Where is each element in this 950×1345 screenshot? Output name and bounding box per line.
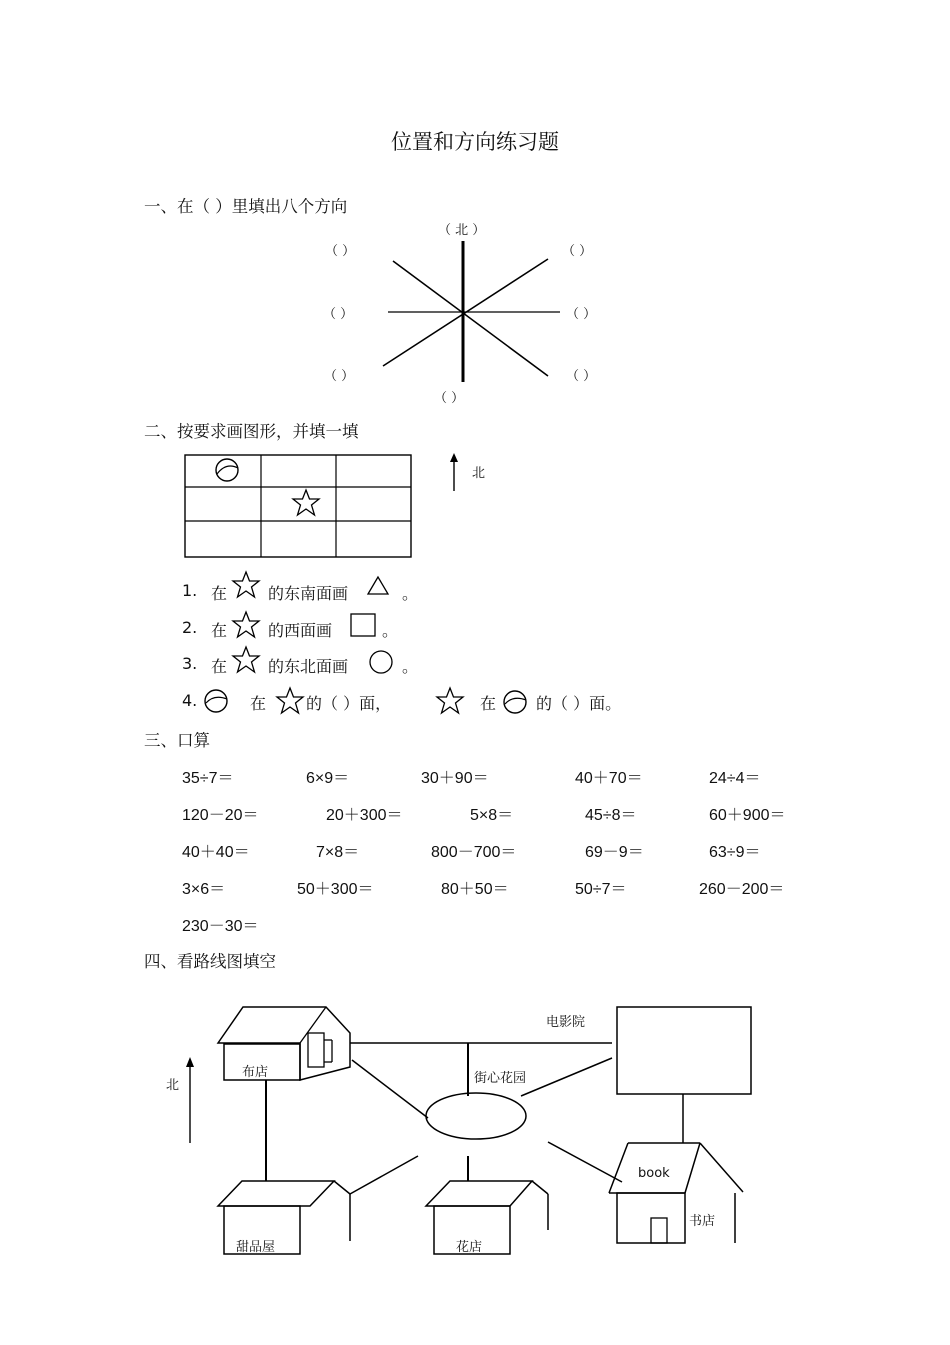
bookstore-sign: book — [638, 1166, 670, 1181]
calc-item: 69－9＝ — [585, 844, 644, 861]
item4-number: 4. — [182, 691, 198, 710]
calc-item: 50＋300＝ — [297, 881, 374, 898]
item4-text-a: 在 — [250, 694, 267, 713]
item1-number: 1. — [182, 581, 198, 600]
item4-text-b[interactable]: 的（ ）面， — [306, 694, 392, 713]
compass-blank-e[interactable]: （ ） — [566, 307, 597, 322]
calc-item: 60＋900＝ — [709, 807, 786, 824]
compass-blank-ne[interactable]: （ ） — [562, 244, 593, 259]
grid-north-label: 北 — [472, 466, 486, 481]
calc-item: 50÷7＝ — [575, 881, 627, 898]
cloth-shop-label: 布店 — [242, 1065, 269, 1080]
calc-item: 24÷4＝ — [709, 770, 761, 787]
garden-label: 街心花园 — [474, 1071, 527, 1086]
calc-item: 40＋70＝ — [575, 770, 643, 787]
bookstore-label: 书店 — [689, 1214, 716, 1229]
section3-heading: 三、口算 — [144, 731, 210, 750]
calc-item: 6×9＝ — [306, 770, 350, 787]
calc-item: 45÷8＝ — [585, 807, 637, 824]
cloth-shop-house — [218, 1007, 350, 1080]
calc-item: 20＋300＝ — [326, 807, 403, 824]
item2-end: 。 — [382, 621, 399, 640]
item2-number: 2. — [182, 618, 198, 637]
compass-blank-se[interactable]: （ ） — [566, 369, 597, 384]
calc-item: 3×6＝ — [182, 881, 226, 898]
calc-item: 63÷9＝ — [709, 844, 761, 861]
calc-item: 800－700＝ — [431, 844, 517, 861]
calc-item: 260－200＝ — [699, 881, 785, 898]
section1-heading: 一、在（ ）里填出八个方向 — [144, 197, 348, 216]
calc-item: 80＋50＝ — [441, 881, 509, 898]
compass-blank-s[interactable]: （ ） — [434, 391, 465, 406]
cinema-label: 电影院 — [546, 1015, 586, 1030]
cinema-building — [617, 1007, 751, 1094]
calc-item: 120－20＝ — [182, 807, 259, 824]
compass-blank-sw[interactable]: （ ） — [324, 369, 355, 384]
garden-ellipse — [426, 1093, 526, 1139]
calc-item: 40＋40＝ — [182, 844, 250, 861]
item4-text-c: 在 — [480, 694, 497, 713]
calc-item: 35÷7＝ — [182, 770, 234, 787]
bookstore-house — [609, 1143, 743, 1243]
flower-shop-label: 花店 — [456, 1240, 483, 1255]
flower-shop-house — [426, 1181, 548, 1254]
item1-text-b: 的东南面画 — [268, 584, 349, 603]
item3-number: 3. — [182, 654, 198, 673]
item1-text-a: 在 — [211, 584, 228, 603]
item3-end: 。 — [402, 657, 419, 676]
item4-text-d[interactable]: 的（ ）面。 — [536, 694, 622, 713]
map-north-label: 北 — [166, 1078, 180, 1093]
calc-item: 5×8＝ — [470, 807, 514, 824]
item1-end: 。 — [402, 584, 419, 603]
item2-text-b: 的西面画 — [268, 621, 333, 640]
item3-text-a: 在 — [211, 657, 228, 676]
item3-text-b: 的东北面画 — [268, 657, 349, 676]
compass-blank-nw[interactable]: （ ） — [325, 244, 356, 259]
dessert-label: 甜品屋 — [236, 1240, 276, 1255]
calc-item: 30＋90＝ — [421, 770, 489, 787]
section4-heading: 四、看路线图填空 — [144, 952, 276, 971]
compass-blank-w[interactable]: （ ） — [323, 307, 354, 322]
section2-heading: 二、按要求画图形，并填一填 — [144, 422, 359, 441]
compass-north-label: （ 北 ） — [438, 223, 486, 238]
calc-item: 7×8＝ — [316, 844, 360, 861]
page-title: 位置和方向练习题 — [391, 130, 559, 154]
item2-text-a: 在 — [211, 621, 228, 640]
calc-item: 230－30＝ — [182, 918, 259, 935]
